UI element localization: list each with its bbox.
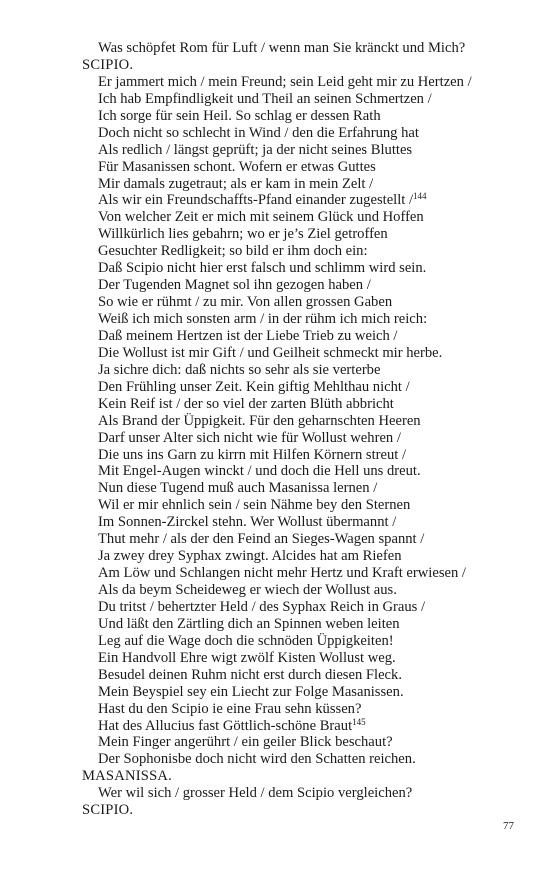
line-text: Ich hab Empfindligkeit und Theil an seinen Schmertzen / [98,90,432,107]
line-text: Wer wil sich / grosser Held / dem Scipio vergleichen? [98,785,413,802]
line-text: Wil er mir ehnlich sein / sein Nähme bey den Sternen [98,497,411,514]
verse-line [82,447,522,464]
line-text: Als wir ein Freundschaffts-Pfand einander zugestellt / [98,192,414,209]
line-text: Nun diese Tugend muß auch Masanissa lernen / [98,480,378,497]
verse-line [82,785,522,802]
verse-line [82,633,522,650]
verse-line [82,192,522,209]
verse-line [82,463,522,480]
speaker-name [82,802,522,819]
line-text: Als redlich / längst geprüft; ja der nicht seines Bluttes [98,141,413,158]
verse-line [82,599,522,616]
line-text: Ja sichre dich: daß nichts so sehr als sie verterbe [98,361,381,378]
verse-line [82,548,522,565]
verse-line [82,396,522,413]
line-text: Willkürlich lies gebahrn; wo er je’s Ziel getroffen [98,226,388,243]
verse-line [82,650,522,667]
verse-line [82,430,522,447]
line-text: Weiß ich mich sonsten arm / in der rühm ich mich reich: [98,311,428,327]
verse-line [82,159,522,176]
verse-line [82,413,522,430]
line-text: Im Sonnen-Zirckel stehn. Wer Wollust übermannt / [98,514,397,531]
line-text: Was schöpfet Rom für Luft / wenn man Sie kränckt und Mich? [98,40,466,56]
line-text: Von welcher Zeit er mich mit seinem Glück und Hoffen [98,209,424,226]
line-text: Und läßt den Zärtling dich an Spinnen weben leiten [98,615,400,632]
line-text: Die uns ins Garn zu kirrn mit Hilfen Körnern streut / [98,446,407,463]
verse-line [82,531,522,548]
verse-line [82,751,522,768]
line-text: Als Brand der Üppigkeit. Für den geharnschten Heeren [98,412,421,429]
line-text: So wie er rühmt / zu mir. Von allen grossen Gaben [98,294,393,311]
line-text: SCIPIO. [82,802,134,819]
line-text: Daß Scipio nicht hier erst falsch und schlimm wird sein. [98,260,427,277]
line-text: Die Wollust ist mir Gift / und Geilheit schmeckt mir herbe. [98,344,443,361]
line-text: Der Tugenden Magnet sol ihn gezogen haben / [98,277,371,294]
verse-line [82,362,522,379]
line-text: Hast du den Scipio ie eine Frau sehn küssen? [98,700,362,717]
verse-line [82,260,522,277]
verse-line [82,209,522,226]
line-text: Leg auf die Wage doch die schnöden Üppigkeiten! [98,632,394,649]
footnote-reference: 145 [352,716,366,727]
line-text: Ein Handvoll Ehre wigt zwölf Kisten Wollust weg. [98,649,396,666]
line-text: Er jammert mich / mein Freund; sein Leid geht mir zu Hertzen / [98,73,472,90]
line-text: Den Frühling unser Zeit. Kein giftig Mehlthau nicht / [98,378,410,395]
line-text: Doch nicht so schlecht in Wind / den die Erfahrung hat [98,124,419,141]
verse-line [82,328,522,345]
verse-line [82,243,522,260]
line-text: Mit Engel-Augen winckt / und doch die Hell uns dreut. [98,463,421,480]
verse-line [82,345,522,362]
line-text: Mein Beyspiel sey ein Liecht zur Folge Masanissen. [98,683,404,700]
line-text: Gesuchter Redligkeit; so bild er ihm doch ein: [98,243,368,260]
page-number: 77 [503,820,514,832]
verse-line [82,91,522,108]
verse-line [82,379,522,396]
verse-line [82,108,522,125]
line-text: Daß meinem Hertzen ist der Liebe Trieb zu weich / [98,327,398,344]
verse-line [82,125,522,142]
line-text: Du tritst / behertzter Held / des Syphax Reich in Graus / [98,598,426,615]
line-text: Für Masanissen schont. Wofern er etwas Guttes [98,158,376,175]
line-text: Der Sophonisbe doch nicht wird den Schatten reichen. [98,751,416,768]
verse-line [82,294,522,311]
line-text: Kein Reif ist / der so viel der zarten Blüth abbricht [98,395,394,412]
verse-line [82,667,522,684]
line-text: Am Löw und Schlangen nicht mehr Hertz und Kraft erwiesen / [98,565,466,582]
speaker-name [82,57,522,74]
line-text: Darf unser Alter sich nicht wie für Wollust wehren / [98,429,401,446]
text-block [82,40,522,819]
verse-line [82,718,522,735]
footnote-reference: 144 [413,191,427,202]
line-text: MASANISSA. [82,768,172,785]
line-text: Ich sorge für sein Heil. So schlag er dessen Rath [98,107,381,124]
verse-line [82,734,522,751]
verse-line [82,497,522,514]
verse-line [82,582,522,599]
line-text: Hat des Allucius fast Göttlich-schöne Braut [98,717,353,734]
verse-line [82,480,522,497]
verse-line [82,514,522,531]
line-text: Besudel deinen Ruhm nicht erst durch diesen Fleck. [98,666,402,683]
verse-line [82,616,522,633]
line-text: Thut mehr / als der den Feind an Sieges-Wagen spannt / [98,531,425,548]
line-text: SCIPIO. [82,56,134,73]
line-text: Als da beym Scheideweg er wiech der Wollust aus. [98,582,397,598]
verse-line [82,565,522,582]
verse-line [82,142,522,159]
verse-line [82,277,522,294]
verse-line [82,40,522,57]
verse-line [82,684,522,701]
verse-line [82,311,522,328]
line-text: Ja zwey drey Syphax zwingt. Alcides hat am Riefen [98,548,402,565]
verse-line [82,701,522,718]
verse-line [82,74,522,91]
verse-line [82,226,522,243]
line-text: Mir damals zugetraut; als er kam in mein Zelt / [98,175,374,192]
speaker-name [82,768,522,785]
line-text: Mein Finger angerührt / ein geiler Blick beschaut? [98,734,393,751]
verse-line [82,176,522,193]
